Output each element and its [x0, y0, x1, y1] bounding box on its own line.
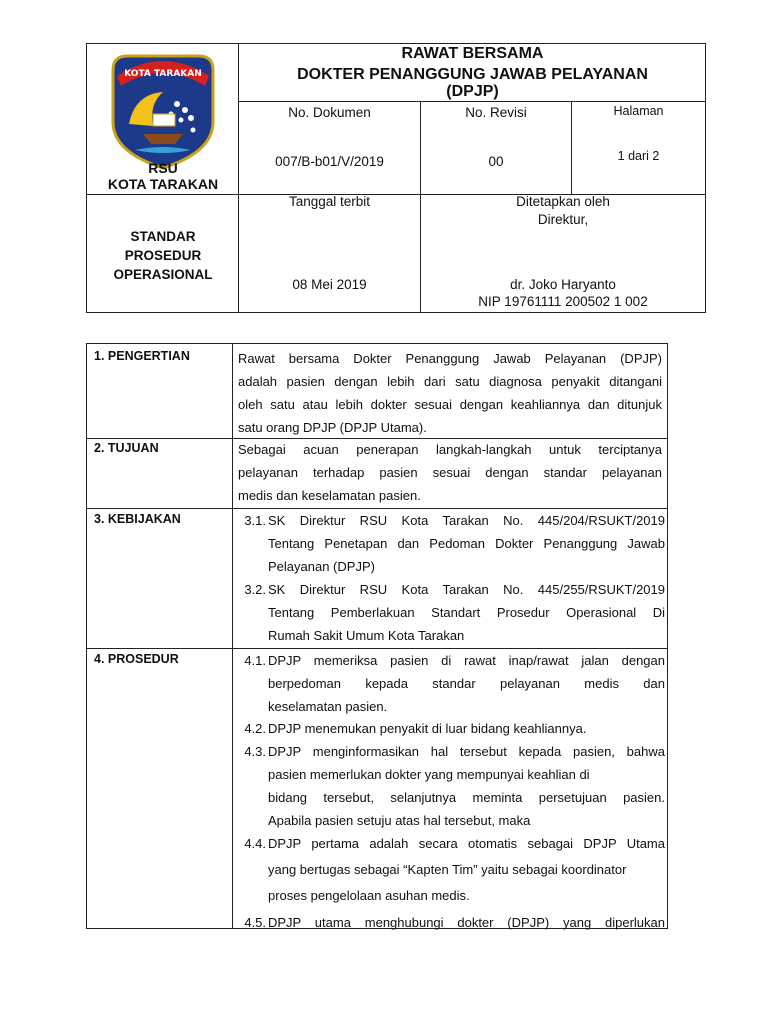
kota-tarakan-emblem: [109, 52, 217, 170]
issue-date-value: 08 Mei 2019: [292, 277, 367, 292]
text-line: Rawat bersama Dokter Penanggung Jawab Pelayanan (DPJP): [238, 351, 662, 366]
text-line: pasien memerlukan dokter yang mempunyai keahlian di: [268, 767, 590, 782]
org-name-line2: KOTA TARAKAN: [107, 176, 219, 192]
item-number: 4.1.: [244, 653, 266, 668]
section-label-tujuan: 2. TUJUAN: [94, 441, 159, 455]
text-line: Apabila pasien setuju atas hal tersebut, maka: [268, 813, 531, 828]
procedure-item: [237, 740, 665, 832]
procedure-item: [237, 649, 665, 718]
text-line: DPJP utama menghubungi dokter (DPJP) yang diperlukan: [268, 915, 665, 930]
section-label-prosedur: 4. PROSEDUR: [94, 652, 179, 666]
approved-by-label: Ditetapkan oleh: [516, 194, 610, 209]
issue-date-label: Tanggal terbit: [288, 194, 371, 209]
text-line: bidang tersebut, selanjutnya meminta persetujuan pasien.: [268, 790, 665, 805]
text-line: DPJP menemukan penyakit di luar bidang keahliannya.: [268, 721, 587, 736]
sop-label: [87, 227, 239, 284]
table-divider: [232, 344, 233, 928]
director-name: dr. Joko Haryanto: [510, 277, 616, 292]
item-number: 4.5.: [244, 915, 266, 930]
document-header-table: [86, 43, 706, 313]
doc-number-label: No. Dokumen: [288, 105, 371, 120]
section-text-pengertian: [238, 347, 662, 439]
text-line: SK Direktur RSU Kota Tarakan No. 445/255/RSUKT/2019: [268, 582, 665, 597]
approved-by-title: Direktur,: [537, 212, 589, 227]
sop-label-line2: PROSEDUR: [124, 248, 202, 263]
item-number: 3.1.: [244, 513, 266, 528]
doc-title-line1: RAWAT BERSAMA: [401, 45, 544, 62]
revision-value: 00: [488, 154, 504, 169]
text-line: Tentang Penetapan dan Pedoman Dokter Penanggung Jawab: [268, 536, 665, 551]
text-line: DPJP menginformasikan hal tersebut kepada pasien, bahwa: [268, 744, 665, 759]
text-line: Tentang Pemberlakuan Standart Prosedur Operasional Di: [268, 605, 665, 620]
procedure-item: [237, 831, 665, 909]
org-name-line1: RSU: [148, 160, 178, 176]
text-line: yang bertugas sebagai “Kapten Tim” yaitu sebagai koordinator: [268, 862, 627, 877]
page-value: 1 dari 2: [617, 149, 660, 163]
item-number: 3.2.: [244, 582, 266, 597]
text-line: Rumah Sakit Umum Kota Tarakan: [268, 628, 465, 643]
text-line: adalah pasien dengan lebih dari satu diagnosa penyakit ditangani: [238, 374, 662, 389]
text-line: DPJP memeriksa pasien di rawat inap/rawat jalan dengan: [268, 653, 665, 668]
procedure-item: [237, 911, 665, 934]
item-number: 4.3.: [244, 744, 266, 759]
text-line: pelayanan terhadap pasien sesuai dengan standar pelayanan: [238, 465, 662, 480]
policy-item: [237, 509, 665, 578]
header-divider: [239, 101, 705, 102]
procedure-item: [237, 717, 665, 740]
section-text-tujuan: [238, 438, 662, 507]
text-line: berpedoman kepada standar pelayanan medis dan: [268, 676, 665, 691]
text-line: SK Direktur RSU Kota Tarakan No. 445/204/RSUKT/2019: [268, 513, 665, 528]
section-label-pengertian: 1. PENGERTIAN: [94, 349, 190, 363]
doc-number-value: 007/B-b01/V/2019: [275, 154, 384, 169]
text-line: oleh satu atau lebih dokter sesuai dengan keahliannya dan ditunjuk: [238, 397, 662, 412]
director-nip: NIP 19761111 200502 1 002: [478, 294, 648, 309]
text-line: Sebagai acuan penerapan langkah-langkah untuk terciptanya: [238, 442, 662, 457]
item-number: 4.2.: [244, 721, 266, 736]
section-label-kebijakan: 3. KEBIJAKAN: [94, 512, 181, 526]
sop-label-line1: STANDAR: [130, 229, 196, 244]
text-line: Pelayanan (DPJP): [268, 559, 375, 574]
text-line: medis dan keselamatan pasien.: [238, 488, 421, 503]
logo-text: KOTA TARAKAN: [124, 69, 202, 79]
doc-title-line3: (DPJP): [446, 83, 499, 100]
sop-label-line3: OPERASIONAL: [113, 267, 213, 282]
text-line: satu orang DPJP (DPJP Utama).: [238, 420, 427, 435]
text-line: proses pengelolaan asuhan medis.: [268, 888, 470, 903]
doc-title-line2: DOKTER PENANGGUNG JAWAB PELAYANAN: [297, 66, 648, 83]
text-line: DPJP pertama adalah secara otomatis sebagai DPJP Utama: [268, 836, 665, 851]
policy-item: [237, 578, 665, 647]
revision-label: No. Revisi: [465, 105, 527, 120]
item-number: 4.4.: [244, 836, 266, 851]
text-line: keselamatan pasien.: [268, 699, 388, 714]
page-label: Halaman: [613, 104, 664, 118]
procedure-table: [86, 343, 668, 929]
